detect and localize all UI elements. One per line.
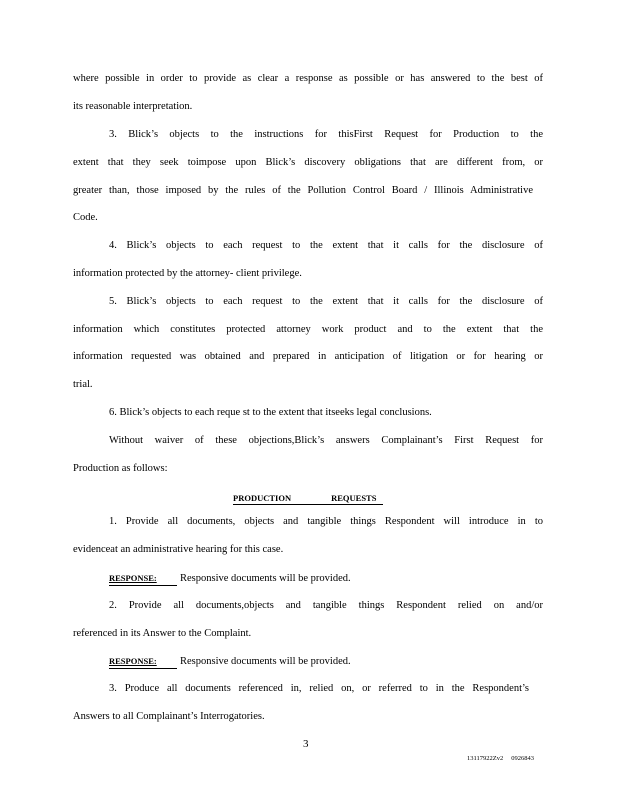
response-label: RESPONSE:: [109, 654, 177, 669]
paragraph-line: Production as follows:: [73, 463, 168, 474]
request-1: 1. Provide all documents, objects and tangible things Respondent will introduce in to: [109, 516, 543, 527]
paragraph-line: where possible in order to provide as clear a response as possible or has answered to the best of: [73, 73, 543, 84]
objection-5: 5. Blick’s objects to each request to the extent that it calls for the disclosure of: [109, 296, 543, 307]
response-1: [109, 571, 351, 586]
paragraph-line: referenced in its Answer to the Complaint.: [73, 628, 252, 639]
response-label: RESPONSE:: [109, 571, 177, 586]
paragraph-line: Code.: [73, 212, 98, 223]
paragraph-line: evidenceat an administrative hearing for this case.: [73, 544, 284, 555]
section-heading: [233, 492, 383, 505]
page-number: 3: [303, 738, 309, 750]
paragraph-line: information protected by the attorney- client privilege.: [73, 268, 302, 279]
paragraph-line: information requested was obtained and prepared in anticipation of litigation or for hearing or: [73, 351, 543, 362]
response-text: Responsive documents will be provided.: [180, 573, 351, 584]
request-2: 2. Provide all documents,objects and tangible things Respondent relied on and/or: [109, 600, 543, 611]
paragraph-line: Without waiver of these objections,Blick’s answers Complainant’s First Request for: [109, 435, 543, 446]
doc-id-b: 0926843: [511, 755, 534, 762]
paragraph-line: its reasonable interpretation.: [73, 101, 193, 112]
objection-4: 4. Blick’s objects to each request to the extent that it calls for the disclosure of: [109, 240, 543, 251]
paragraph-line: extent that they seek toimpose upon Blick’s discovery obligations that are different from, or: [73, 157, 543, 168]
objection-3: 3. Blick’s objects to the instructions for thisFirst Request for Production to the: [109, 129, 543, 140]
paragraph-line: trial.: [73, 379, 93, 390]
heading-part: REQUESTS: [331, 493, 377, 503]
paragraph-line: Answers to all Complainant’s Interrogatories.: [73, 711, 265, 722]
paragraph-line: information which constitutes protected attorney work product and to the extent that the: [73, 324, 543, 335]
heading-part: PRODUCTION: [233, 493, 292, 503]
doc-id-a: 13117922Zv2: [467, 755, 504, 762]
response-2: [109, 654, 351, 669]
objection-6: 6. Blick’s objects to each reque st to the extent that itseeks legal conclusions.: [109, 407, 432, 418]
request-3: 3. Produce all documents referenced in, relied on, or referred to in the Respondent’s: [109, 683, 529, 694]
paragraph-line: greater than, those imposed by the rules of the Pollution Control Board / Illinois Administrative: [73, 185, 533, 196]
document-id: [467, 755, 534, 762]
response-text: Responsive documents will be provided.: [180, 656, 351, 667]
